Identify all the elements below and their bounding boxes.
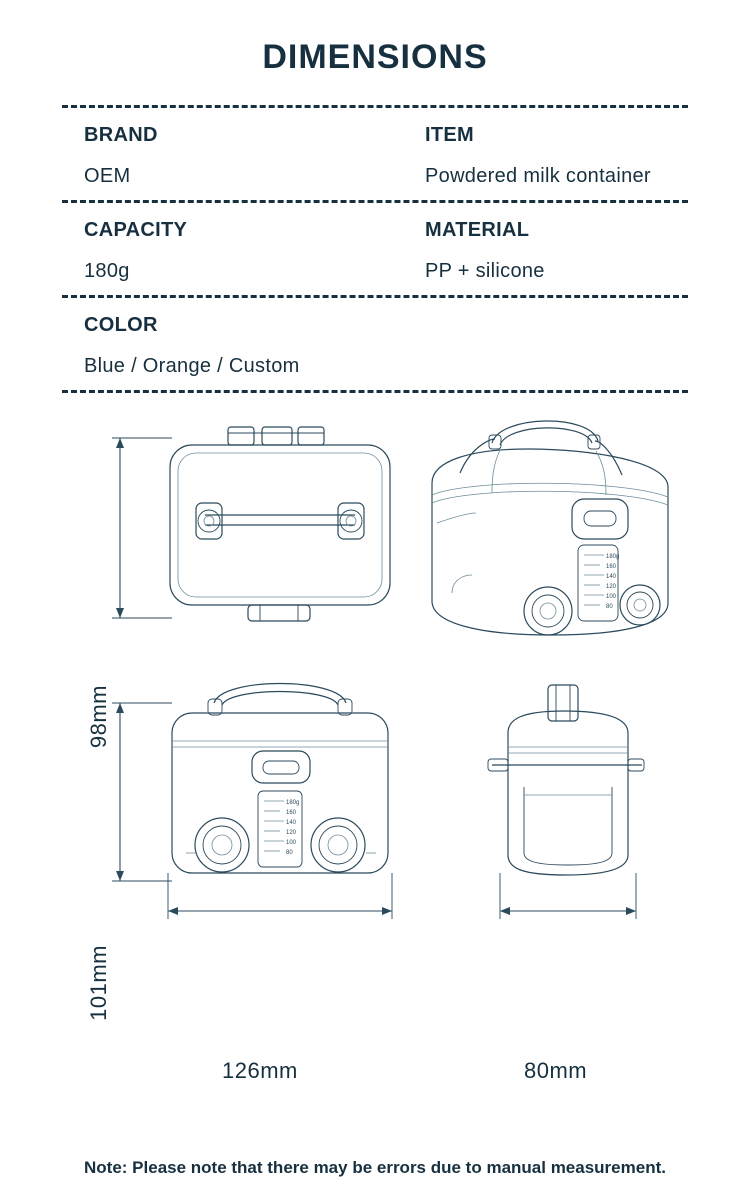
svg-text:100: 100 <box>286 840 297 846</box>
spec-value-capacity: 180g <box>84 260 130 282</box>
spec-label-capacity: CAPACITY <box>84 219 188 241</box>
technical-drawings <box>0 403 750 943</box>
spec-value-color: Blue / Orange / Custom <box>84 355 300 377</box>
table-row <box>62 108 688 200</box>
drawing-side-view <box>488 685 644 919</box>
spec-value-item: Powdered milk container <box>425 165 651 187</box>
svg-text:160: 160 <box>606 564 617 570</box>
dimension-label-height-front: 101mm <box>86 945 111 1021</box>
drawings-svg <box>0 403 750 963</box>
spec-label-brand: BRAND <box>84 124 158 146</box>
spec-label-color: COLOR <box>84 314 158 336</box>
spec-cell-color <box>62 314 375 378</box>
drawing-front-view <box>112 684 392 920</box>
spec-cell-capacity <box>62 219 375 283</box>
svg-text:80: 80 <box>286 850 293 856</box>
svg-text:80: 80 <box>606 604 613 610</box>
svg-text:120: 120 <box>286 830 297 836</box>
spec-label-material: MATERIAL <box>425 219 530 241</box>
spec-table <box>62 105 688 393</box>
svg-text:140: 140 <box>286 820 297 826</box>
spec-cell-item <box>375 124 688 188</box>
footer-note: Note: Please note that there may be errors due to manual measurement. <box>84 1158 666 1177</box>
svg-text:180g: 180g <box>286 800 300 806</box>
svg-text:180g: 180g <box>606 554 620 560</box>
spec-cell-brand <box>62 124 375 188</box>
spec-cell-material <box>375 219 688 283</box>
svg-text:100: 100 <box>606 594 617 600</box>
svg-text:140: 140 <box>606 574 617 580</box>
page-title: DIMENSIONS <box>262 38 488 76</box>
dimension-label-width-side: 80mm <box>524 1058 588 1083</box>
table-row <box>62 298 688 390</box>
spec-value-material: PP + silicone <box>425 260 545 282</box>
table-row <box>62 203 688 295</box>
svg-text:120: 120 <box>606 584 617 590</box>
spec-label-item: ITEM <box>425 124 474 146</box>
drawing-top-view <box>112 427 390 621</box>
svg-text:160: 160 <box>286 810 297 816</box>
spec-cell-empty <box>375 314 688 378</box>
dimension-label-height-top: 98mm <box>86 685 111 749</box>
drawing-perspective-view <box>432 421 668 635</box>
spec-value-brand: OEM <box>84 165 131 187</box>
divider-3 <box>62 390 688 393</box>
dimension-label-width-front: 126mm <box>222 1058 298 1083</box>
